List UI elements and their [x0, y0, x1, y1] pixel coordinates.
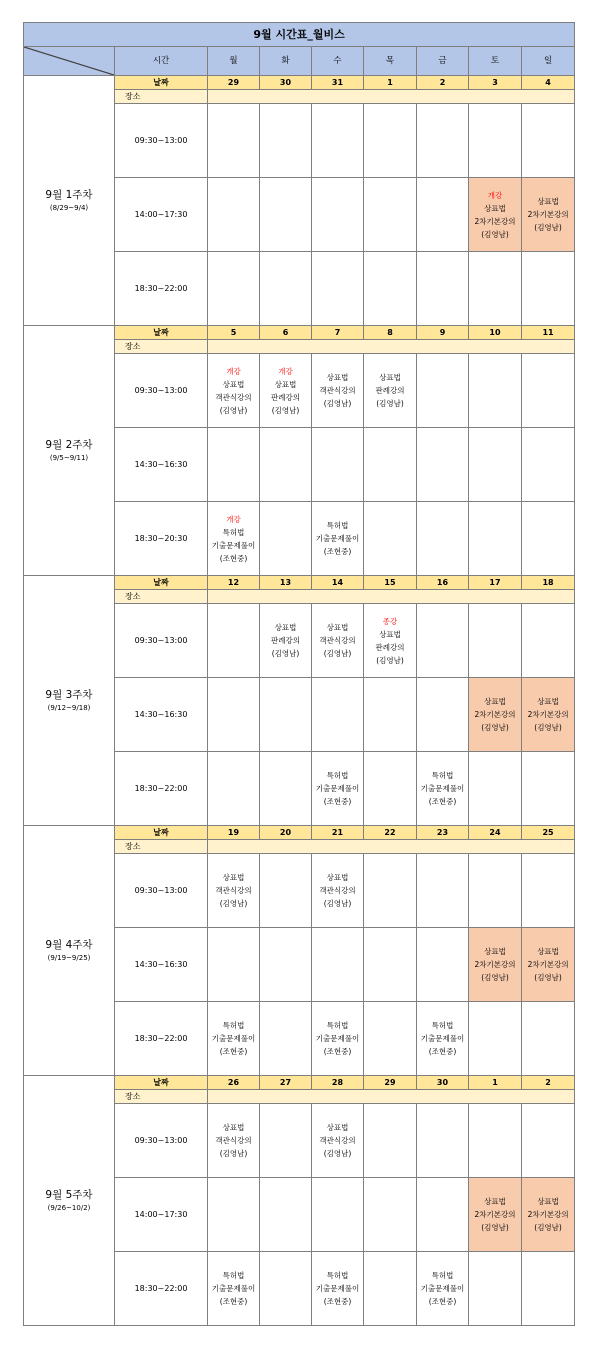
course-instructor: (김영남) — [534, 723, 562, 732]
course-subject: 상표법 — [326, 373, 349, 382]
date-cell-mon: 5 — [208, 326, 260, 340]
course-type: 객관식강의 — [215, 1136, 252, 1145]
place-label: 장소 — [115, 1090, 208, 1104]
place-label: 장소 — [115, 90, 208, 104]
status-tag: 개강 — [278, 366, 293, 376]
class-cell-wed — [312, 1002, 364, 1076]
class-cell-fri — [417, 178, 469, 252]
course-subject: 특허법 — [326, 1021, 349, 1030]
class-cell-sat — [469, 854, 522, 928]
class-cell-thu — [364, 604, 417, 678]
course-instructor: (김영남) — [376, 655, 404, 665]
place-label: 장소 — [115, 590, 208, 604]
course-type: 기출문제풀이 — [420, 1034, 465, 1043]
week-label-cell — [24, 76, 115, 326]
class-cell-thu — [364, 502, 417, 576]
class-cell-sat — [469, 104, 522, 178]
date-cell-sat: 1 — [469, 1076, 522, 1090]
course-instructor: (김영남) — [481, 229, 509, 239]
course-subject: 상표법 — [484, 697, 506, 706]
course-type: 판례강의 — [271, 392, 300, 402]
date-cell-fri: 23 — [417, 826, 469, 840]
class-cell-mon — [208, 678, 260, 752]
course-type: 기출문제풀이 — [315, 784, 360, 793]
course-subject: 상표법 — [537, 947, 559, 956]
course-type: 객관식강의 — [319, 386, 356, 395]
class-cell-mon — [208, 1178, 260, 1252]
course-subject: 상표법 — [537, 697, 559, 706]
course-instructor: (김영남) — [481, 723, 509, 732]
class-cell-tue — [260, 428, 312, 502]
course-type: 기출문제풀이 — [211, 1034, 256, 1043]
course-instructor: (조현중) — [428, 1297, 457, 1306]
class-cell-wed — [312, 1252, 364, 1326]
class-cell-sun — [522, 104, 575, 178]
course-type: 2차기본강의 — [527, 210, 569, 219]
class-cell-wed — [312, 1178, 364, 1252]
day-header-tue: 화 — [260, 47, 312, 76]
time-label: 14:30~16:30 — [115, 678, 208, 752]
class-cell-wed — [312, 928, 364, 1002]
date-row — [24, 576, 575, 590]
class-cell-thu — [364, 928, 417, 1002]
class-cell-thu — [364, 1002, 417, 1076]
course-type: 판례강의 — [375, 386, 405, 395]
course-instructor: (김영남) — [219, 405, 248, 415]
class-cell-thu — [364, 104, 417, 178]
class-cell-thu — [364, 752, 417, 826]
class-cell-wed — [312, 354, 364, 428]
class-cell-wed — [312, 604, 364, 678]
date-cell-thu: 22 — [364, 826, 417, 840]
class-cell-mon — [208, 354, 260, 428]
corner-cell — [24, 47, 115, 76]
course-instructor: (김영남) — [534, 1223, 562, 1232]
date-cell-sun: 2 — [522, 1076, 575, 1090]
date-cell-wed: 21 — [312, 826, 364, 840]
place-label: 장소 — [115, 840, 208, 854]
time-label: 18:30~22:00 — [115, 252, 208, 326]
course-subject: 특허법 — [431, 771, 454, 780]
course-subject: 상표법 — [326, 873, 349, 882]
class-cell-fri — [417, 1252, 469, 1326]
course-type: 2차기본강의 — [474, 216, 516, 226]
class-cell-sat — [469, 604, 522, 678]
date-cell-sun: 11 — [522, 326, 575, 340]
week-range: (9/26~10/2) — [47, 1203, 91, 1212]
class-cell-tue — [260, 502, 312, 576]
course-type: 2차기본강의 — [527, 710, 569, 719]
course-instructor: (김영남) — [481, 973, 509, 982]
date-row — [24, 1076, 575, 1090]
class-cell-sat — [469, 1104, 522, 1178]
course-instructor: (김영남) — [534, 973, 562, 982]
class-cell-tue — [260, 252, 312, 326]
class-cell-mon — [208, 752, 260, 826]
class-cell-sun — [522, 502, 575, 576]
class-cell-wed — [312, 502, 364, 576]
class-cell-wed — [312, 752, 364, 826]
class-cell-tue — [260, 752, 312, 826]
class-cell-tue — [260, 678, 312, 752]
course-instructor: (김영남) — [481, 1223, 509, 1232]
time-label: 09:30~13:00 — [115, 854, 208, 928]
day-header-thu: 목 — [364, 47, 417, 76]
week-label-cell — [24, 826, 115, 1076]
class-cell-fri — [417, 252, 469, 326]
class-cell-fri — [417, 1178, 469, 1252]
date-label: 날짜 — [115, 326, 208, 340]
class-cell-thu — [364, 428, 417, 502]
time-label: 14:00~17:30 — [115, 1178, 208, 1252]
week-label-cell — [24, 1076, 115, 1326]
class-cell-fri — [417, 1002, 469, 1076]
class-cell-tue — [260, 1178, 312, 1252]
course-instructor: (김영남) — [323, 899, 352, 908]
class-cell-sat — [469, 428, 522, 502]
class-cell-thu — [364, 1104, 417, 1178]
date-cell-mon: 29 — [208, 76, 260, 90]
class-cell-sat — [469, 678, 522, 752]
time-label: 18:30~22:00 — [115, 1002, 208, 1076]
date-label: 날짜 — [115, 576, 208, 590]
class-cell-thu — [364, 1252, 417, 1326]
class-cell-mon — [208, 1252, 260, 1326]
course-subject: 상표법 — [379, 373, 401, 382]
course-instructor: (김영남) — [271, 405, 300, 415]
date-cell-sat: 24 — [469, 826, 522, 840]
course-type: 객관식강의 — [319, 886, 356, 895]
class-cell-fri — [417, 428, 469, 502]
class-cell-mon — [208, 104, 260, 178]
course-type: 기출문제풀이 — [420, 1284, 465, 1293]
class-cell-fri — [417, 752, 469, 826]
class-cell-sat — [469, 178, 522, 252]
class-cell-tue — [260, 354, 312, 428]
class-cell-wed — [312, 104, 364, 178]
course-subject: 상표법 — [484, 1197, 506, 1206]
course-instructor: (조현중) — [323, 797, 352, 806]
class-cell-mon — [208, 178, 260, 252]
course-type: 2차기본강의 — [474, 1210, 516, 1219]
class-cell-thu — [364, 252, 417, 326]
course-type: 객관식강의 — [215, 392, 252, 402]
class-cell-tue — [260, 104, 312, 178]
class-cell-mon — [208, 1002, 260, 1076]
weeks-body — [24, 76, 575, 1326]
time-label: 14:30~16:30 — [115, 428, 208, 502]
course-type: 2차기본강의 — [527, 960, 569, 969]
course-type: 기출문제풀이 — [315, 534, 360, 543]
date-cell-fri: 2 — [417, 76, 469, 90]
class-cell-sat — [469, 252, 522, 326]
class-cell-mon — [208, 502, 260, 576]
class-cell-sat — [469, 502, 522, 576]
course-instructor: (조현중) — [323, 1297, 352, 1306]
class-cell-sun — [522, 1104, 575, 1178]
course-subject: 상표법 — [537, 197, 559, 206]
week-name: 9월 4주차 — [45, 938, 93, 951]
class-cell-fri — [417, 502, 469, 576]
time-label: 14:00~17:30 — [115, 178, 208, 252]
class-cell-sun — [522, 604, 575, 678]
course-subject: 상표법 — [537, 1197, 559, 1206]
week-name: 9월 5주차 — [45, 1188, 93, 1201]
class-cell-sat — [469, 1002, 522, 1076]
time-label: 09:30~13:00 — [115, 1104, 208, 1178]
date-cell-sun: 4 — [522, 76, 575, 90]
course-instructor: (김영남) — [219, 899, 248, 908]
status-tag: 종강 — [382, 616, 398, 626]
date-label: 날짜 — [115, 826, 208, 840]
course-subject: 상표법 — [326, 1123, 349, 1132]
class-cell-fri — [417, 354, 469, 428]
date-cell-tue: 27 — [260, 1076, 312, 1090]
course-subject: 상표법 — [222, 1123, 245, 1132]
class-cell-sun — [522, 1002, 575, 1076]
course-instructor: (조현중) — [219, 553, 248, 563]
day-header-sun: 일 — [522, 47, 575, 76]
course-type: 객관식강의 — [215, 886, 252, 895]
course-instructor: (조현중) — [428, 1047, 457, 1056]
class-cell-wed — [312, 428, 364, 502]
date-cell-tue: 6 — [260, 326, 312, 340]
course-instructor: (김영남) — [376, 399, 404, 408]
class-cell-tue — [260, 178, 312, 252]
class-cell-thu — [364, 854, 417, 928]
course-type: 2차기본강의 — [527, 1210, 569, 1219]
week-label-cell — [24, 576, 115, 826]
date-cell-fri: 16 — [417, 576, 469, 590]
course-subject: 특허법 — [222, 527, 245, 537]
week-range: (9/5~9/11) — [49, 453, 89, 462]
time-label: 18:30~22:00 — [115, 1252, 208, 1326]
course-instructor: (조현중) — [219, 1047, 248, 1056]
class-cell-thu — [364, 354, 417, 428]
course-subject: 특허법 — [222, 1021, 245, 1030]
date-cell-mon: 19 — [208, 826, 260, 840]
course-type: 객관식강의 — [319, 636, 356, 645]
place-value — [208, 1090, 575, 1104]
status-tag: 개강 — [226, 366, 241, 376]
class-cell-sun — [522, 678, 575, 752]
class-cell-fri — [417, 1104, 469, 1178]
course-type: 기출문제풀이 — [315, 1284, 360, 1293]
class-cell-tue — [260, 604, 312, 678]
class-cell-tue — [260, 1252, 312, 1326]
course-instructor: (김영남) — [323, 399, 352, 408]
class-cell-tue — [260, 928, 312, 1002]
date-cell-thu: 29 — [364, 1076, 417, 1090]
schedule-title: 9월 시간표_월비스 — [24, 23, 575, 47]
class-cell-sun — [522, 252, 575, 326]
date-cell-fri: 9 — [417, 326, 469, 340]
time-label: 09:30~13:00 — [115, 604, 208, 678]
date-cell-tue: 20 — [260, 826, 312, 840]
class-cell-sun — [522, 1178, 575, 1252]
course-subject: 상표법 — [326, 623, 349, 632]
course-subject: 특허법 — [326, 771, 349, 780]
class-cell-sun — [522, 178, 575, 252]
week-range: (9/19~9/25) — [47, 953, 91, 962]
course-instructor: (조현중) — [428, 797, 457, 806]
class-cell-sun — [522, 752, 575, 826]
class-cell-fri — [417, 928, 469, 1002]
place-value — [208, 90, 575, 104]
week-name: 9월 1주차 — [45, 188, 93, 201]
place-value — [208, 340, 575, 354]
class-cell-fri — [417, 678, 469, 752]
class-cell-sun — [522, 428, 575, 502]
diagonal-line — [24, 47, 114, 75]
class-cell-sat — [469, 1252, 522, 1326]
class-cell-fri — [417, 104, 469, 178]
course-subject: 상표법 — [274, 379, 297, 389]
course-type: 판례강의 — [271, 636, 300, 645]
status-tag: 개강 — [487, 190, 503, 200]
class-cell-tue — [260, 854, 312, 928]
date-cell-sat: 3 — [469, 76, 522, 90]
date-row — [24, 826, 575, 840]
course-type: 판례강의 — [375, 642, 405, 652]
class-cell-sun — [522, 928, 575, 1002]
time-header: 시간 — [115, 47, 208, 76]
class-cell-sat — [469, 928, 522, 1002]
status-tag: 개강 — [226, 514, 241, 524]
class-cell-sun — [522, 354, 575, 428]
course-instructor: (김영남) — [323, 649, 352, 658]
course-instructor: (김영남) — [323, 1149, 352, 1158]
class-cell-wed — [312, 854, 364, 928]
class-cell-sun — [522, 854, 575, 928]
day-header-fri: 금 — [417, 47, 469, 76]
class-cell-mon — [208, 604, 260, 678]
course-type: 기출문제풀이 — [211, 1284, 256, 1293]
class-cell-mon — [208, 1104, 260, 1178]
place-value — [208, 590, 575, 604]
course-instructor: (조현중) — [219, 1297, 248, 1306]
date-cell-thu: 1 — [364, 76, 417, 90]
week-range: (9/12~9/18) — [47, 703, 91, 712]
time-label: 09:30~13:00 — [115, 354, 208, 428]
class-cell-sat — [469, 354, 522, 428]
time-label: 18:30~20:30 — [115, 502, 208, 576]
course-type: 객관식강의 — [319, 1136, 356, 1145]
course-instructor: (김영남) — [534, 223, 562, 232]
date-cell-sun: 18 — [522, 576, 575, 590]
week-name: 9월 3주차 — [45, 688, 93, 701]
date-cell-wed: 14 — [312, 576, 364, 590]
course-instructor: (조현중) — [323, 1047, 352, 1056]
course-subject: 특허법 — [326, 521, 349, 530]
date-cell-sun: 25 — [522, 826, 575, 840]
course-instructor: (김영남) — [271, 649, 300, 658]
date-cell-sat: 10 — [469, 326, 522, 340]
class-cell-fri — [417, 854, 469, 928]
place-label: 장소 — [115, 340, 208, 354]
course-subject: 상표법 — [484, 947, 506, 956]
week-name: 9월 2주차 — [45, 438, 93, 451]
course-subject: 상표법 — [379, 629, 401, 639]
class-cell-mon — [208, 428, 260, 502]
date-row — [24, 76, 575, 90]
time-label: 09:30~13:00 — [115, 104, 208, 178]
class-cell-fri — [417, 604, 469, 678]
course-type: 2차기본강의 — [474, 710, 516, 719]
date-cell-wed: 28 — [312, 1076, 364, 1090]
course-type: 기출문제풀이 — [420, 784, 465, 793]
course-subject: 특허법 — [326, 1271, 349, 1280]
class-cell-wed — [312, 1104, 364, 1178]
course-type: 기출문제풀이 — [315, 1034, 360, 1043]
date-cell-mon: 26 — [208, 1076, 260, 1090]
date-label: 날짜 — [115, 76, 208, 90]
class-cell-wed — [312, 678, 364, 752]
date-cell-thu: 15 — [364, 576, 417, 590]
day-header-sat: 토 — [469, 47, 522, 76]
date-cell-mon: 12 — [208, 576, 260, 590]
course-subject: 상표법 — [274, 623, 297, 632]
course-subject: 상표법 — [484, 203, 506, 213]
time-label: 14:30~16:30 — [115, 928, 208, 1002]
date-cell-thu: 8 — [364, 326, 417, 340]
schedule-table — [23, 22, 575, 1326]
course-subject: 특허법 — [431, 1271, 454, 1280]
date-cell-wed: 7 — [312, 326, 364, 340]
week-range: (8/29~9/4) — [49, 203, 89, 212]
course-subject: 상표법 — [222, 873, 245, 882]
class-cell-thu — [364, 1178, 417, 1252]
course-type: 기출문제풀이 — [211, 540, 256, 550]
date-cell-sat: 17 — [469, 576, 522, 590]
course-subject: 상표법 — [222, 379, 245, 389]
class-cell-sat — [469, 752, 522, 826]
date-cell-tue: 30 — [260, 76, 312, 90]
course-instructor: (조현중) — [323, 547, 352, 556]
date-cell-tue: 13 — [260, 576, 312, 590]
course-type: 2차기본강의 — [474, 960, 516, 969]
class-cell-tue — [260, 1104, 312, 1178]
course-instructor: (김영남) — [219, 1149, 248, 1158]
class-cell-wed — [312, 252, 364, 326]
class-cell-wed — [312, 178, 364, 252]
day-header-mon: 월 — [208, 47, 260, 76]
class-cell-thu — [364, 178, 417, 252]
place-value — [208, 840, 575, 854]
class-cell-thu — [364, 678, 417, 752]
class-cell-sun — [522, 1252, 575, 1326]
course-subject: 특허법 — [431, 1021, 454, 1030]
class-cell-sat — [469, 1178, 522, 1252]
date-label: 날짜 — [115, 1076, 208, 1090]
time-label: 18:30~22:00 — [115, 752, 208, 826]
date-row — [24, 326, 575, 340]
day-header-wed: 수 — [312, 47, 364, 76]
class-cell-mon — [208, 928, 260, 1002]
class-cell-mon — [208, 252, 260, 326]
class-cell-tue — [260, 1002, 312, 1076]
class-cell-mon — [208, 854, 260, 928]
week-label-cell — [24, 326, 115, 576]
date-cell-fri: 30 — [417, 1076, 469, 1090]
date-cell-wed: 31 — [312, 76, 364, 90]
course-subject: 특허법 — [222, 1271, 245, 1280]
